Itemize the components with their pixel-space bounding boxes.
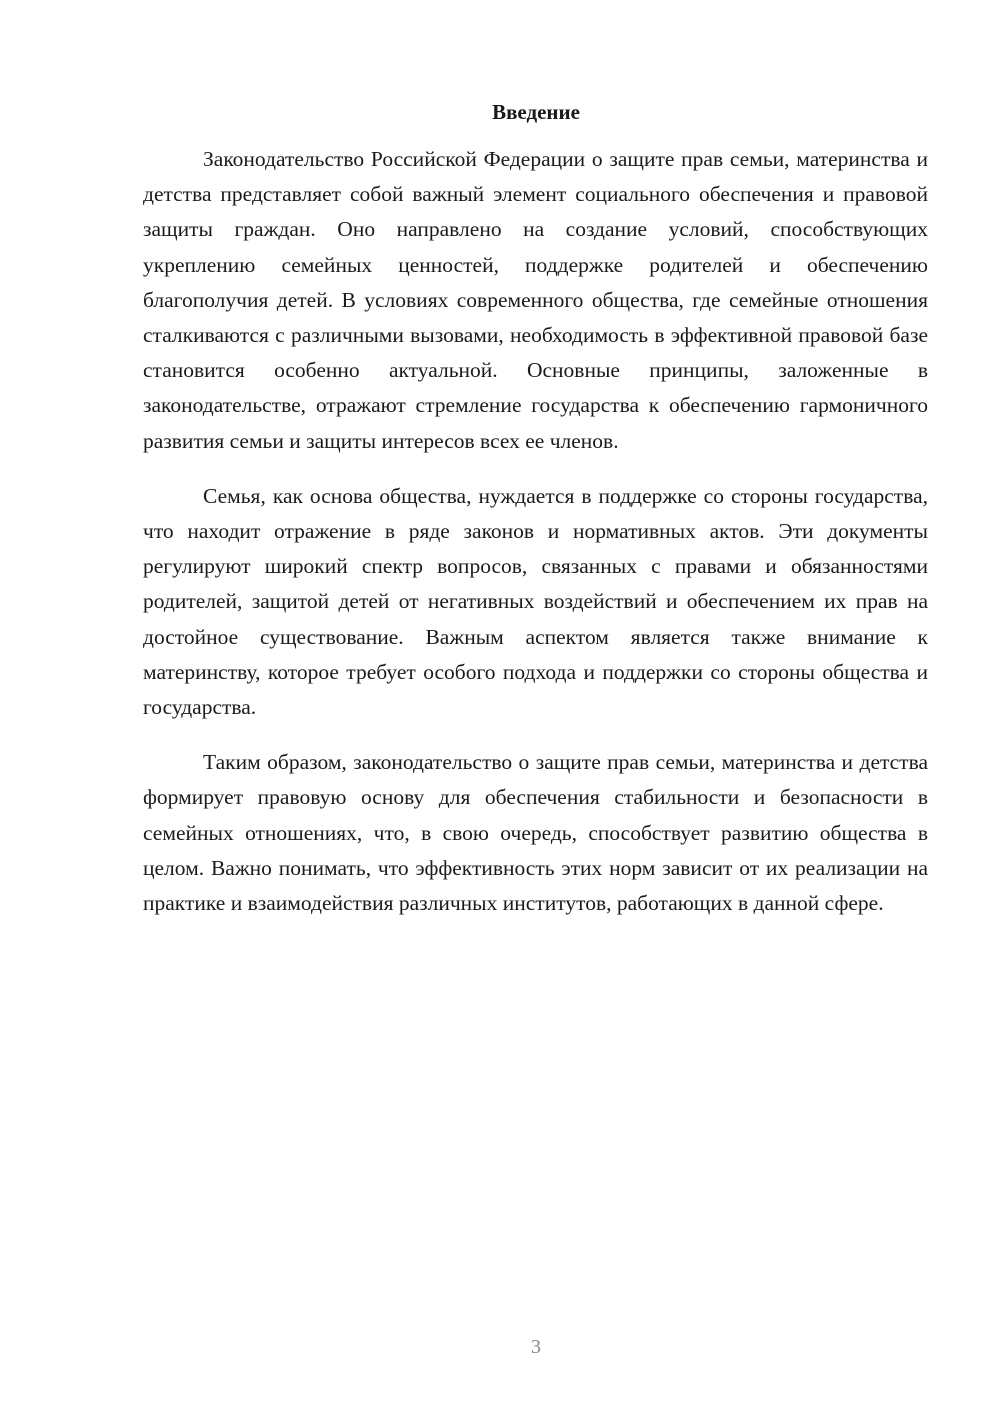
paragraph-2: Семья, как основа общества, нуждается в поддержке со стороны государства, что находит отражение в ряде законов и нормативных актов. Эти документы регулируют широкий спектр вопросов, связанных с правами и обязанностями родителей, защитой детей от негативных воздействий и обеспечением их прав на достойное существование. Важным аспектом является также внимание к материнству, которое требует особого подхода и поддержки со стороны общества и государства. bbox=[143, 483, 928, 720]
section-title: Введение bbox=[492, 100, 580, 124]
paragraph-1: Законодательство Российской Федерации о защите прав семьи, материнства и детства представляет собой важный элемент социального обеспечения и правовой защиты граждан. Оно направлено на создание условий, способствующих укреплению семейных ценностей, поддержке родителей и обеспечению благополучия детей. В условиях современного общества, где семейные отношения сталкиваются с различными вызовами, необходимость в эффективной правовой базе становится особенно актуальной. Основные принципы, заложенные в законодательстве, отражают стремление государства к обеспечению гармоничного развития семьи и защиты интересов всех ее членов. bbox=[143, 147, 928, 453]
page-number: 3 bbox=[531, 1336, 541, 1358]
body-text bbox=[143, 142, 928, 921]
paragraph-3: Таким образом, законодательство о защите прав семьи, материнства и детства формирует правовую основу для обеспечения стабильности и безопасности в семейных отношениях, что, в свою очередь, способствует развитию общества в целом. Важно понимать, что эффективность этих норм зависит от их реализации на практике и взаимодействия различных институтов, работающих в данной сфере. bbox=[143, 750, 928, 916]
